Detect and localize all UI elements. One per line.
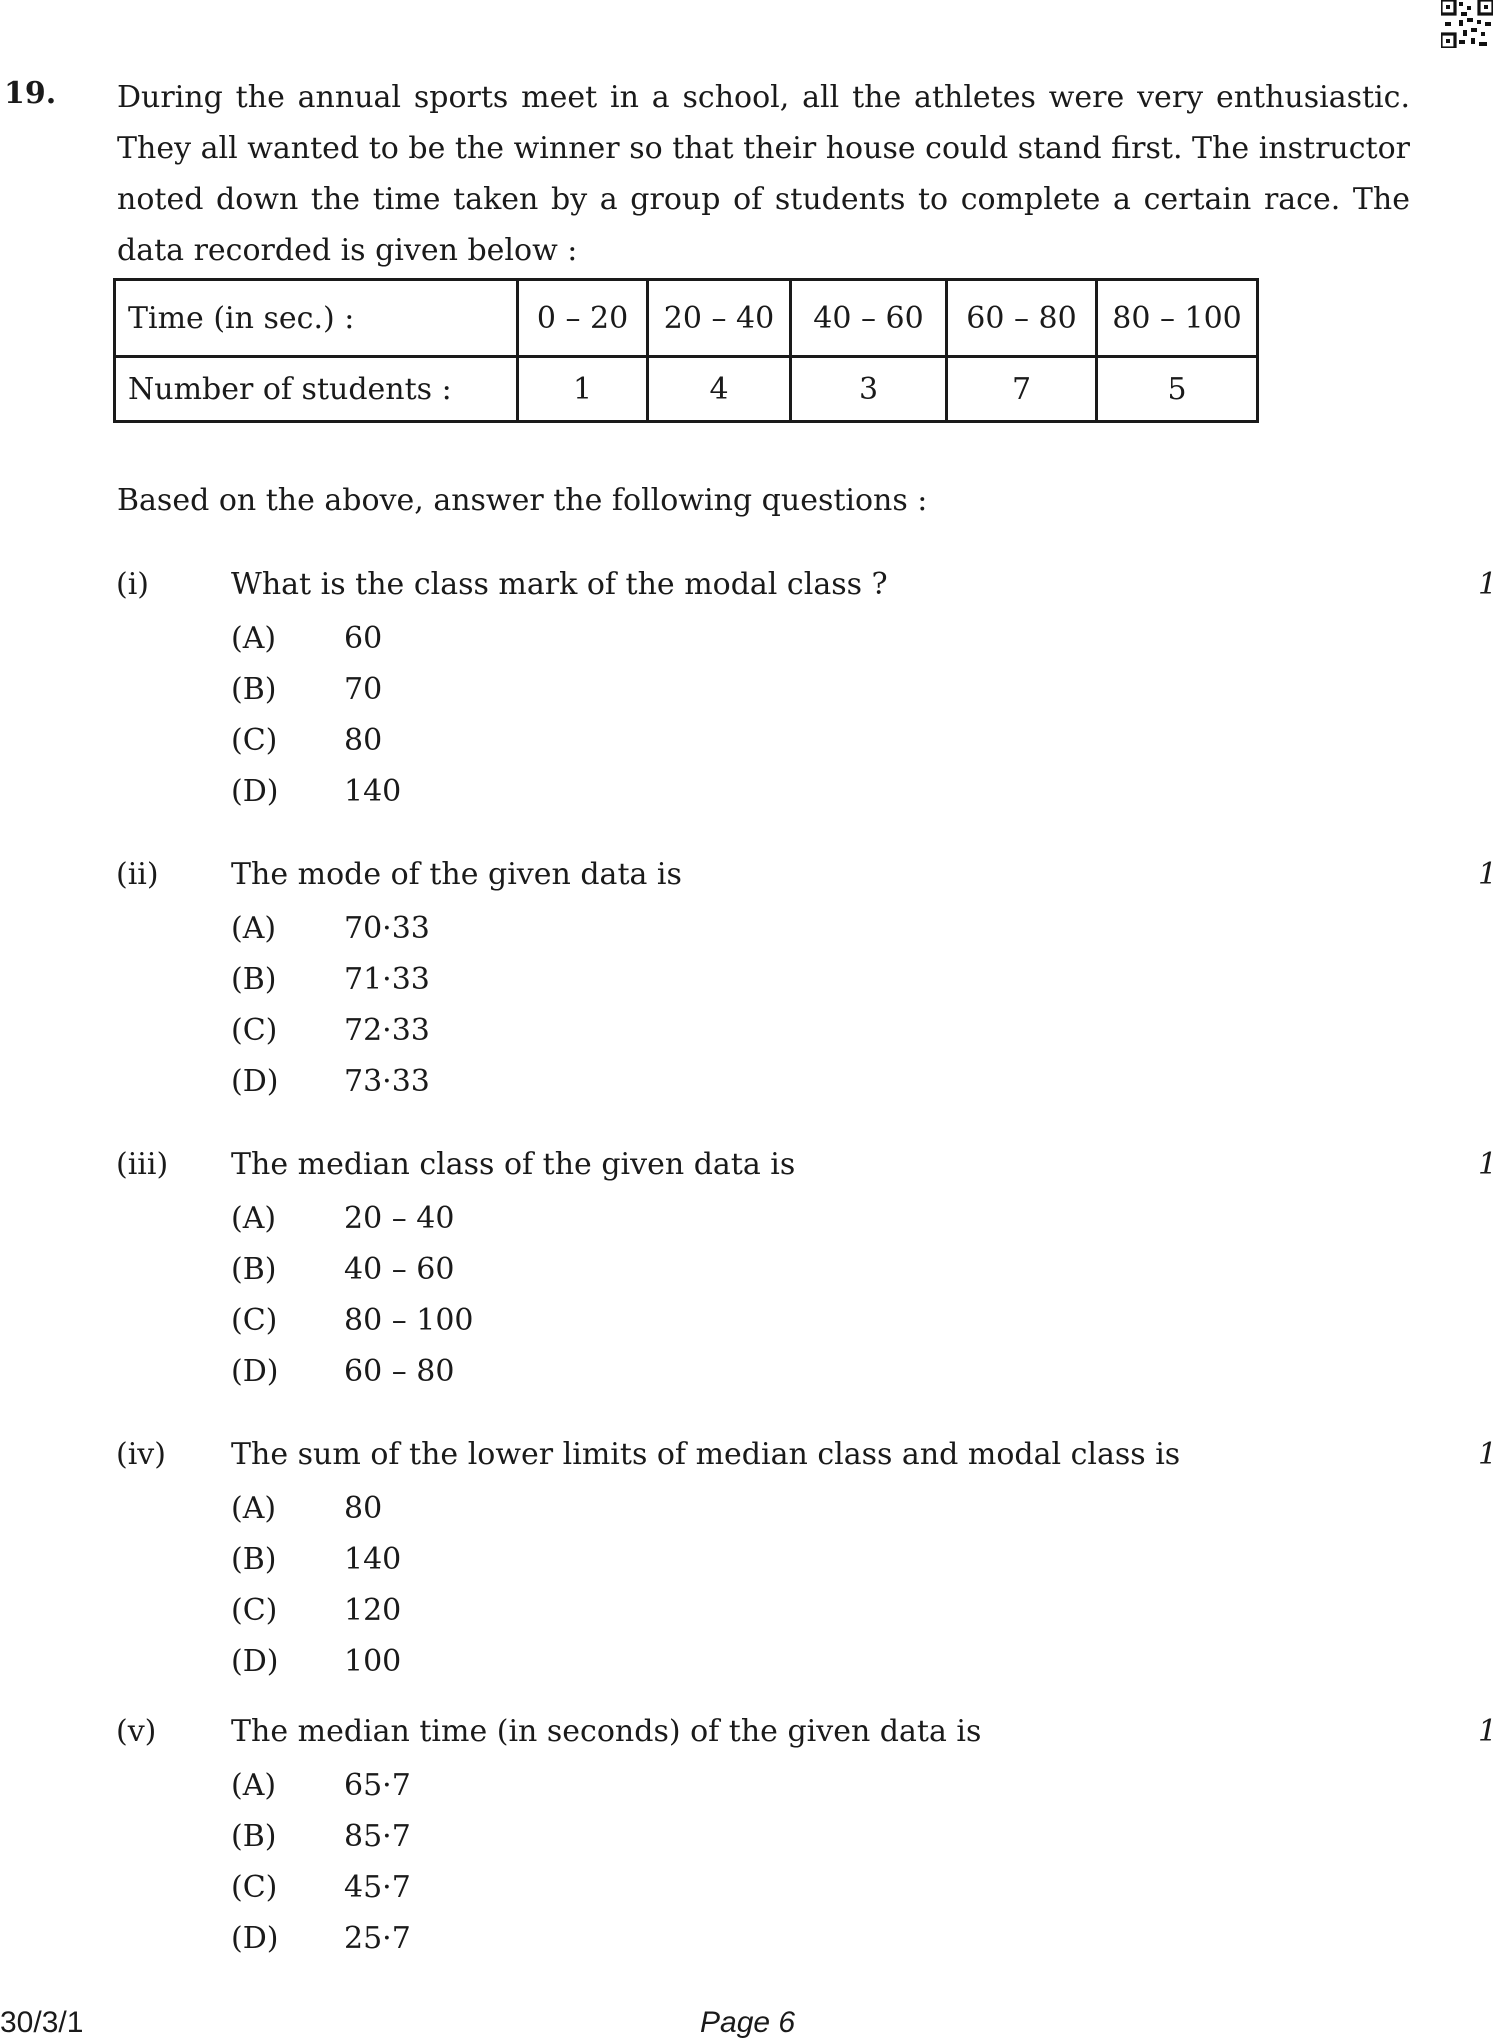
marks-label: 1 — [1478, 857, 1498, 892]
sub-question-number: (iv) — [116, 1437, 166, 1472]
option-a — [231, 911, 931, 951]
option-label: (D) — [231, 1921, 279, 1956]
option-label: (B) — [231, 1819, 277, 1854]
option-c — [231, 1593, 931, 1633]
option-value: 70·33 — [344, 911, 430, 946]
intro-text: Based on the above, answer the following questions : — [117, 483, 928, 518]
table-cell: 1 — [518, 357, 648, 422]
option-label: (A) — [231, 621, 277, 656]
question-number: 19. — [4, 76, 57, 111]
sub-question-text: The median time (in seconds) of the given data is — [231, 1714, 982, 1749]
sub-question-number: (iii) — [116, 1147, 169, 1182]
table-cell: 3 — [791, 357, 947, 422]
option-label: (C) — [231, 1303, 278, 1338]
marks-label: 1 — [1478, 1714, 1498, 1749]
option-label: (D) — [231, 1644, 279, 1679]
sub-question — [0, 1437, 1505, 1687]
table-cell: 5 — [1097, 357, 1258, 422]
sub-question-number: (ii) — [116, 857, 159, 892]
table-row — [115, 357, 1258, 422]
option-b — [231, 1252, 931, 1292]
sub-question-text: The median class of the given data is — [231, 1147, 796, 1182]
sub-question — [0, 567, 1505, 817]
sub-question-number: (i) — [116, 567, 150, 602]
table-header-cell: Time (in sec.) : — [115, 280, 518, 357]
option-value: 140 — [344, 774, 402, 809]
sub-question-text: The sum of the lower limits of median class and modal class is — [231, 1437, 1181, 1472]
option-label: (C) — [231, 1013, 278, 1048]
option-value: 72·33 — [344, 1013, 430, 1048]
sub-question — [0, 1714, 1505, 1964]
option-c — [231, 1013, 931, 1053]
option-label: (B) — [231, 672, 277, 707]
table-cell: 7 — [947, 357, 1097, 422]
table-cell: 4 — [648, 357, 791, 422]
option-d — [231, 1644, 931, 1684]
sub-question-number: (v) — [116, 1714, 157, 1749]
option-b — [231, 1819, 931, 1859]
option-label: (A) — [231, 1491, 277, 1526]
option-value: 80 — [344, 723, 383, 758]
option-d — [231, 1354, 931, 1394]
option-value: 71·33 — [344, 962, 430, 997]
option-value: 65·7 — [344, 1768, 411, 1803]
option-value: 45·7 — [344, 1870, 411, 1905]
option-value: 60 — [344, 621, 383, 656]
marks-label: 1 — [1478, 1437, 1498, 1472]
option-label: (C) — [231, 1870, 278, 1905]
option-c — [231, 1303, 931, 1343]
option-label: (D) — [231, 1064, 279, 1099]
option-value: 25·7 — [344, 1921, 411, 1956]
table-cell: 20 – 40 — [648, 280, 791, 357]
option-value: 140 — [344, 1542, 402, 1577]
option-b — [231, 1542, 931, 1582]
sub-question — [0, 857, 1505, 1107]
marks-label: 1 — [1478, 1147, 1498, 1182]
table-row — [115, 280, 1258, 357]
option-d — [231, 774, 931, 814]
qr-code-icon — [1441, 0, 1493, 48]
table-cell: 60 – 80 — [947, 280, 1097, 357]
marks-label: 1 — [1478, 567, 1498, 602]
option-c — [231, 723, 931, 763]
table-cell: 80 – 100 — [1097, 280, 1258, 357]
option-value: 80 — [344, 1491, 383, 1526]
option-label: (B) — [231, 1252, 277, 1287]
option-c — [231, 1870, 931, 1910]
option-value: 40 – 60 — [344, 1252, 455, 1287]
option-label: (B) — [231, 962, 277, 997]
option-label: (C) — [231, 1593, 278, 1628]
option-label: (A) — [231, 911, 277, 946]
option-a — [231, 621, 931, 661]
option-value: 73·33 — [344, 1064, 430, 1099]
option-label: (B) — [231, 1542, 277, 1577]
sub-question-text: What is the class mark of the modal class ? — [231, 567, 888, 602]
paper-code: 30/3/1 — [0, 2006, 84, 2039]
option-value: 70 — [344, 672, 383, 707]
table-cell: 40 – 60 — [791, 280, 947, 357]
option-d — [231, 1921, 931, 1961]
option-value: 120 — [344, 1593, 402, 1628]
option-value: 20 – 40 — [344, 1201, 455, 1236]
option-label: (A) — [231, 1201, 277, 1236]
option-a — [231, 1201, 931, 1241]
data-table — [113, 278, 1259, 423]
option-value: 85·7 — [344, 1819, 411, 1854]
option-value: 60 – 80 — [344, 1354, 455, 1389]
option-label: (D) — [231, 1354, 279, 1389]
sub-question — [0, 1147, 1505, 1397]
option-value: 100 — [344, 1644, 402, 1679]
option-b — [231, 962, 931, 1002]
option-a — [231, 1491, 931, 1531]
option-label: (C) — [231, 723, 278, 758]
option-label: (A) — [231, 1768, 277, 1803]
table-header-cell: Number of students : — [115, 357, 518, 422]
option-d — [231, 1064, 931, 1104]
page-number: Page 6 — [700, 2006, 796, 2039]
option-a — [231, 1768, 931, 1808]
table-cell: 0 – 20 — [518, 280, 648, 357]
question-paragraph: During the annual sports meet in a school, all the athletes were very enthusiastic. They all wanted to be the winner so that their house could stand first. The instructor noted down the time taken by a group of students to complete a certain race. The data recorded is given below : — [117, 80, 1410, 268]
option-value: 80 – 100 — [344, 1303, 474, 1338]
option-b — [231, 672, 931, 712]
option-label: (D) — [231, 774, 279, 809]
sub-question-text: The mode of the given data is — [231, 857, 682, 892]
